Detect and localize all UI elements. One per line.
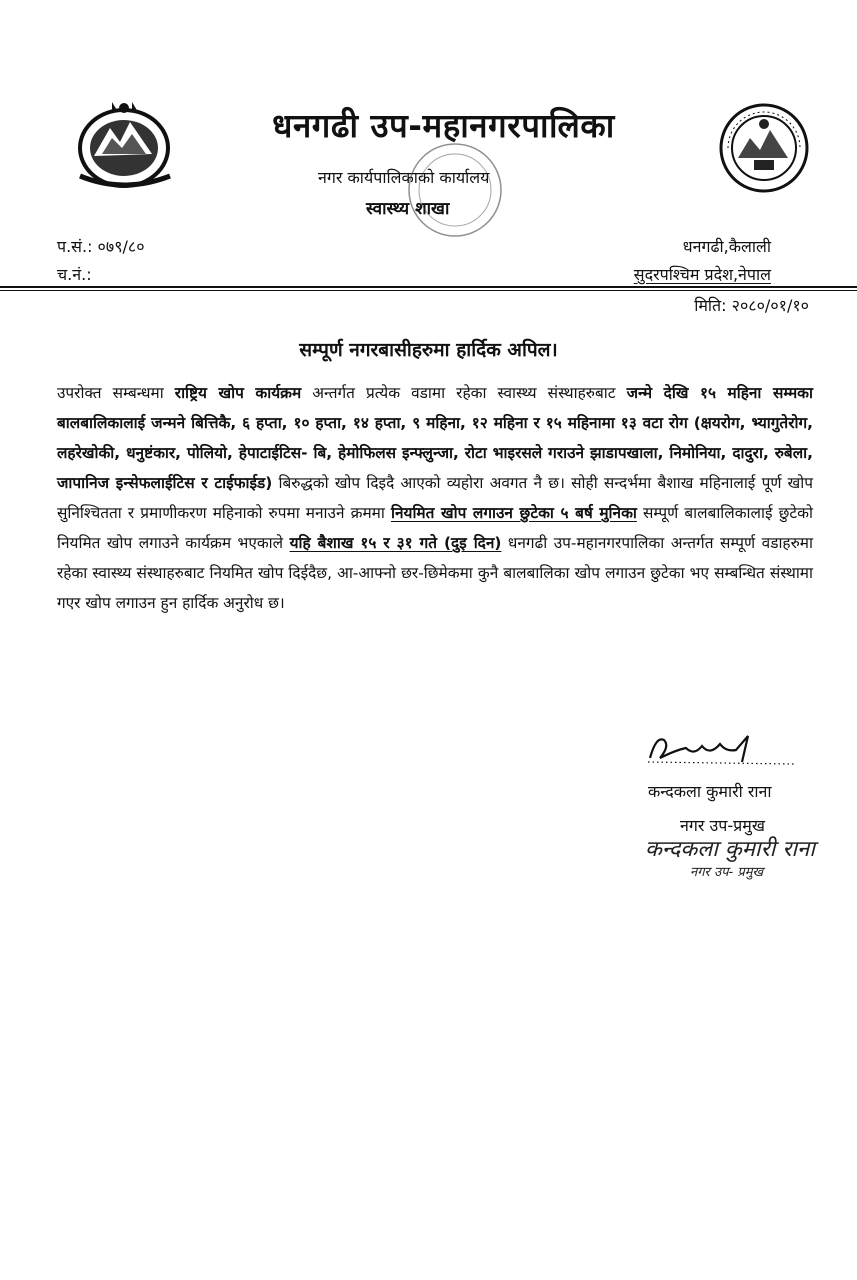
page-title: धनगढी उप-महानगरपालिका (272, 106, 615, 145)
signature-stamp-post: नगर उप- प्रमुख (690, 865, 764, 880)
body-part-7: सम्पूर्ण बालबालिकालाई छुटेको नियमित खोप लगाउने कार्यक्रम भएकाले (57, 504, 813, 552)
subject-line: सम्पूर्ण नगरबासीहरुमा हार्दिक अपिल। (299, 339, 558, 361)
signature-stamp-name: कन्दकला कुमारी राना (645, 837, 815, 862)
body-part-1: उपरोक्त सम्बन्धमा (57, 384, 175, 402)
signatory-name: कन्दकला कुमारी राना (648, 782, 772, 801)
address-line-1: धनगढी,कैलाली (682, 237, 771, 256)
office-name: नगर कार्यपालिकाको कार्यालय (318, 168, 490, 187)
header-divider (0, 286, 857, 288)
body-part-3: अन्तर्गत प्रत्येक वडामा रहेका स्वास्थ्य संस्थाहरुबाट (301, 384, 627, 402)
body-part-2: राष्ट्रिय खोप कार्यक्रम (174, 384, 302, 402)
body-part-5: बिरुद्धको खोप दिइदै आएको व्यहोरा अवगत नै छ। सोही सन्दर्भमा बैशाख महिनालाई पूर्ण खोप सुनिश्चितता र प्रमाणीकरण महिनाको रुपमा मनाउने क्रममा (57, 474, 813, 522)
letter-date: मिति: २०८०/०१/१० (694, 296, 809, 315)
body-part-9: धनगढी उप-महानगरपालिका अन्तर्गत सम्पूर्ण वडाहरुमा रहेका स्वास्थ्य संस्थाहरुबाट नियमित खोप दिईदैछ, आ-आफ्नो छर-छिमेकमा कुनै बालबालिका खोप लगाउन छुटेका भए सम्बन्धित संस्थामा गएर खोप लगाउन हुन हार्दिक अनुरोध छ। (57, 534, 813, 612)
body-part-8: यहि बैशाख १५ र ३१ गते (दुइ दिन) (289, 534, 502, 552)
header-divider-thin (0, 290, 857, 291)
address-line-2: सुदरपश्चिम प्रदेश,नेपाल (633, 265, 771, 284)
branch-name: स्वास्थ्य शाखा (366, 199, 450, 219)
letter-number: प.सं.: ०७९/८० (57, 237, 145, 256)
body-part-4: जन्मे देखि १५ महिना सम्मका बालबालिकालाई जन्मने बित्तिकै, ६ हप्ता, १० हप्ता, १४ हप्ता, ९ महिना, १२ महिना र १५ महिनामा १३ वटा रोग (क्षयरोग, भ्यागुतेरोग, लहरेखोकी, धनुष्टंकार, पोलियो, हेपाटाईटिस- बि, हेमोफिलस इन्फ्लुन्जा, रोटा भाइरसले गराउने झाडापखाला, निमोनिया, दादुरा, रुबेला, जापानिज इन्सेफलाईटिस र टाईफाईड) (57, 384, 813, 492)
office-stamp-icon (380, 140, 530, 240)
letter-body (57, 378, 813, 618)
signature-icon (636, 728, 796, 772)
dispatch-number: च.नं.: (57, 265, 92, 284)
signatory-post: नगर उप-प्रमुख (680, 816, 765, 835)
body-part-6: नियमित खोप लगाउन छुटेका ५ बर्ष मुनिका (390, 504, 637, 522)
